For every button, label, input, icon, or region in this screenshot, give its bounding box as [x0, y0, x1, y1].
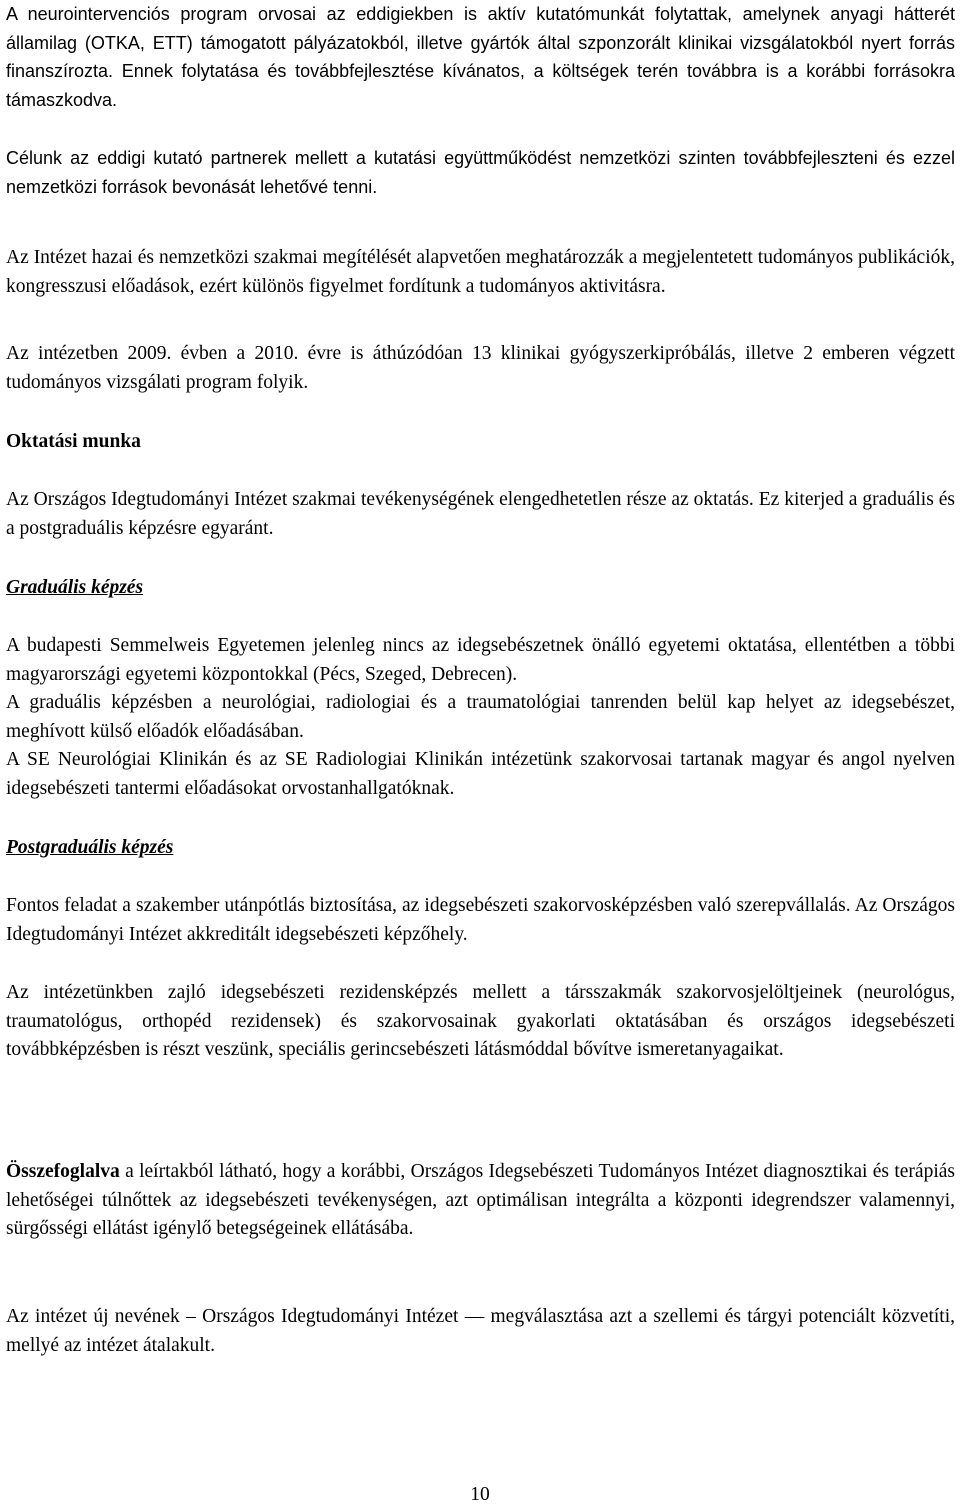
paragraph-research-funding: A neurointervenciós program orvosai az eddigiekben is aktív kutatómunkát folytattak, amelynek anyagi hátterét államilag (OTKA, ETT) támogatott pályázatokból, illetve gyártók által szponzorált klinikai vizsgálatokból nyert forrás finanszírozta. Ennek folytatása és továbbfejlesztése kívánatos, a költségek terén továbbra is a korábbi forrásokra támaszkodva. — [6, 4, 955, 110]
summary-lead-word: Összefoglalva — [6, 1161, 120, 1182]
page-number: 10 — [470, 1484, 490, 1505]
paragraph-research-goal: Célunk az eddigi kutató partnerek mellett a kutatási együttműködést nemzetközi szinten továbbfejleszteni és ezzel nemzetközi források bevonását lehetővé tenni. — [6, 148, 955, 197]
document-page — [6, 0, 955, 1509]
paragraph-specialist-training: Fontos feladat a szakember utánpótlás biztosítása, az idegsebészeti szakorvosképzésben való szerepvállalás. Az Országos Idegtudományi Intézet akkreditált idegsebészeti képzőhely. — [6, 895, 955, 945]
heading-gradualis-kepzes: Graduális képzés — [6, 577, 144, 598]
paragraph-publications: Az Intézet hazai és nemzetközi szakmai megítélését alapvetően meghatározzák a megjelentetett tudományos publikációk, kongresszusi előadások, ezért különös figyelmet fordítunk a tudományos aktivitásra. — [6, 247, 955, 297]
paragraph-education: Az Országos Idegtudományi Intézet szakmai tevékenységének elengedhetetlen része az oktatás. Ez kiterjed a graduális és a postgraduális képzésre egyaránt. — [6, 489, 955, 539]
paragraph-graduate-training: A graduális képzésben a neurológiai, radiologiai és a traumatológiai tanrenden belül kap helyet az idegsebészet, meghívott külső előadók előadásában. — [6, 692, 955, 742]
heading-oktatasi-munka: Oktatási munka — [6, 431, 141, 452]
paragraph-summary — [6, 1158, 955, 1244]
paragraph-lectures: A SE Neurológiai Klinikán és az SE Radiologiai Klinikán intézetünk szakorvosai tartanak magyar és angol nyelven idegsebészeti tantermi előadásokat orvostanhallgatóknak. — [6, 749, 955, 799]
heading-postgradualis-kepzes: Postgraduális képzés — [6, 837, 174, 858]
paragraph-university: A budapesti Semmelweis Egyetemen jelenleg nincs az idegsebészetnek önálló egyetemi oktatása, ellentétben a többi magyarországi egyetemi központokkal (Pécs, Szeged, Debrecen). — [6, 635, 955, 685]
paragraph-residency: Az intézetünkben zajló idegsebészeti rezidensképzés mellett a társszakmák szakorvosjelöltjeinek (neurológus, traumatológus, orthopéd rezidensek) és szakorvosainak gyakorlati oktatásában és országos idegsebészeti továbbképzésben is részt veszünk, speciális gerincsebészeti látásmóddal bővítve ismeretanyagaikat. — [6, 982, 955, 1061]
paragraph-new-name: Az intézet új nevének – Országos Idegtudományi Intézet — megválasztása azt a szellemi és tárgyi potenciált közvetíti, mellyé az intézet átalakult. — [6, 1306, 955, 1356]
paragraph-clinical-trials: Az intézetben 2009. évben a 2010. évre is áthúzódóan 13 klinikai gyógyszerkipróbálás, illetve 2 emberen végzett tudományos vizsgálati program folyik. — [6, 343, 955, 393]
summary-text: a leírtakból látható, hogy a korábbi, Országos Idegsebészeti Tudományos Intézet diagnosztikai és terápiás lehetőségei túlnőttek az idegsebészeti tevékenységen, azt optimálisan integrálta a központi idegrendszer valamennyi, sürgősségi ellátást igénylő betegségeinek ellátásába. — [6, 1161, 955, 1240]
